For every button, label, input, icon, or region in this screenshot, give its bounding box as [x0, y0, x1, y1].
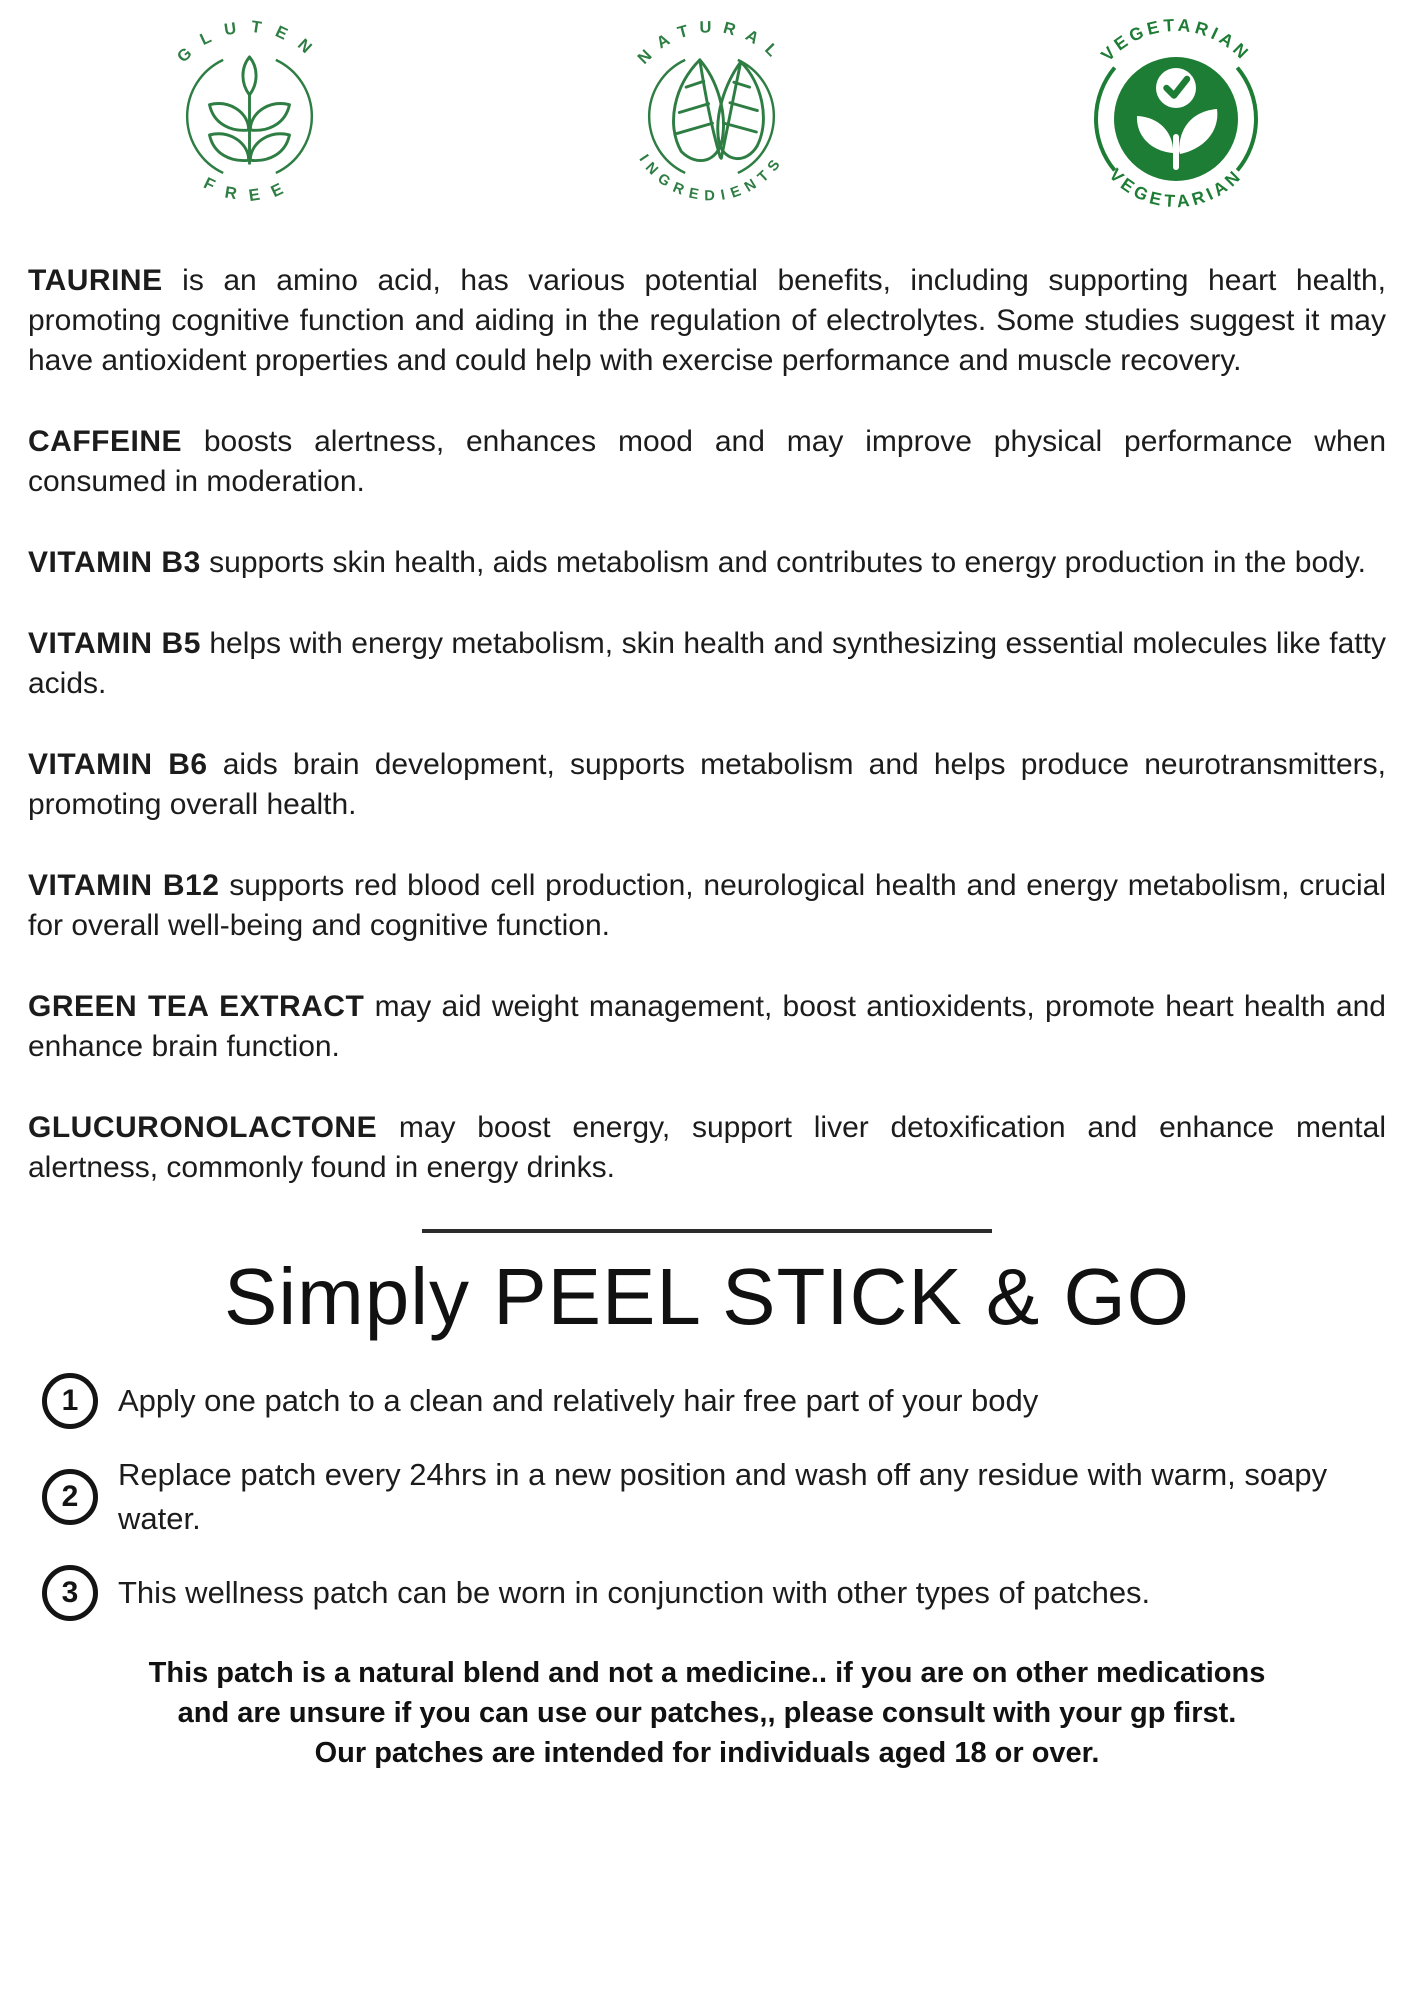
ingredient-name: VITAMIN B3	[28, 546, 201, 579]
ingredient-name: GREEN TEA EXTRACT	[28, 990, 365, 1023]
ingredient-description: aids brain development, supports metabolism and helps produce neurotransmitters, promoting overall health.	[28, 748, 1386, 821]
svg-text:NATURAL	[634, 17, 790, 67]
step-1-number-badge	[42, 1373, 98, 1429]
disclaimer-line-1: This patch is a natural blend and not a medicine.. if you are on other medications	[148, 1657, 1266, 1689]
ingredient-description: supports red blood cell production, neurological health and energy metabolism, crucial for overall well-being and cognitive function.	[28, 869, 1386, 942]
step-1-text: Apply one patch to a clean and relatively hair free part of your body	[118, 1383, 1039, 1418]
ingredient-name: VITAMIN B12	[28, 869, 220, 902]
ingredient-vitamin-b3	[28, 543, 1386, 583]
ingredients-section	[28, 261, 1386, 1188]
svg-text:INGREDIENTS	[636, 152, 788, 205]
ingredient-description: is an amino acid, has various potential benefits, including supporting heart health, promoting cognitive function and aiding in the regulation of electrolytes. Some studies suggest it may have antioxident properties and could help with exercise performance and muscle recovery.	[28, 264, 1386, 377]
badge-row	[0, 0, 1414, 215]
ingredient-name: GLUCURONOLACTONE	[28, 1111, 378, 1144]
step-1	[42, 1373, 1374, 1429]
svg-text:FREE	[201, 173, 298, 205]
peel-stick-go-heading: Simply PEEL STICK & GO	[224, 1252, 1190, 1341]
ingredient-vitamin-b12	[28, 866, 1386, 946]
step-2	[42, 1453, 1374, 1541]
ingredient-green-tea-extract	[28, 987, 1386, 1067]
leaves-icon	[674, 60, 764, 161]
ingredient-description: helps with energy metabolism, skin health and synthesizing essential molecules like fatty acids.	[28, 627, 1386, 700]
ingredient-description: may boost energy, support liver detoxification and enhance mental alertness, commonly found in energy drinks.	[28, 1111, 1386, 1184]
natural-ingredients-badge	[614, 15, 809, 210]
ingredient-description: boosts alertness, enhances mood and may improve physical performance when consumed in moderation.	[28, 425, 1387, 498]
disclaimer-line-2: and are unsure if you can use our patches,, please consult with your gp first.	[177, 1697, 1237, 1729]
vegetarian-badge	[1076, 15, 1276, 215]
ingredient-name: TAURINE	[28, 264, 163, 297]
section-divider	[422, 1229, 992, 1233]
step-number: 2	[61, 1480, 79, 1513]
ingredient-name: VITAMIN B6	[28, 748, 208, 781]
ingredient-vitamin-b5	[28, 624, 1386, 704]
step-number: 1	[61, 1384, 79, 1417]
ingredient-caffeine	[28, 422, 1386, 502]
disclaimer-line-3: Our patches are intended for individuals aged 18 or over.	[314, 1737, 1100, 1769]
natural-ingredients-bottom-label: INGREDIENTS	[635, 151, 788, 205]
vegetarian-top-label: VEGETARIAN	[1096, 14, 1255, 66]
ingredient-vitamin-b6	[28, 745, 1386, 825]
wheat-plant-icon	[210, 57, 290, 163]
step-2-text: Replace patch every 24hrs in a new position and wash off any residue with warm, soapy water.	[118, 1457, 1328, 1536]
gluten-free-badge	[152, 15, 347, 210]
disclaimer	[0, 1653, 1414, 1773]
step-2-number-badge	[42, 1469, 98, 1525]
ingredient-description: supports skin health, aids metabolism and contributes to energy production in the body.	[209, 546, 1366, 579]
ingredient-taurine	[28, 261, 1386, 381]
ingredient-name: VITAMIN B5	[28, 627, 201, 660]
natural-ingredients-top-label: NATURAL	[633, 17, 790, 68]
step-3	[42, 1565, 1374, 1621]
ingredient-name: CAFFEINE	[28, 425, 182, 458]
ingredient-glucuronolactone	[28, 1108, 1386, 1188]
step-3-text: This wellness patch can be worn in conjunction with other types of patches.	[118, 1575, 1151, 1610]
step-number: 3	[61, 1576, 79, 1609]
gluten-free-bottom-label: FREE	[200, 173, 299, 206]
step-3-number-badge	[42, 1565, 98, 1621]
vegetarian-bottom-label: VEGETARIAN	[1105, 164, 1247, 212]
ingredient-description: may aid weight management, boost antioxidents, promote heart health and enhance brain function.	[28, 990, 1386, 1063]
instruction-steps	[42, 1373, 1374, 1621]
gluten-free-top-label: GLUTEN	[173, 16, 326, 67]
